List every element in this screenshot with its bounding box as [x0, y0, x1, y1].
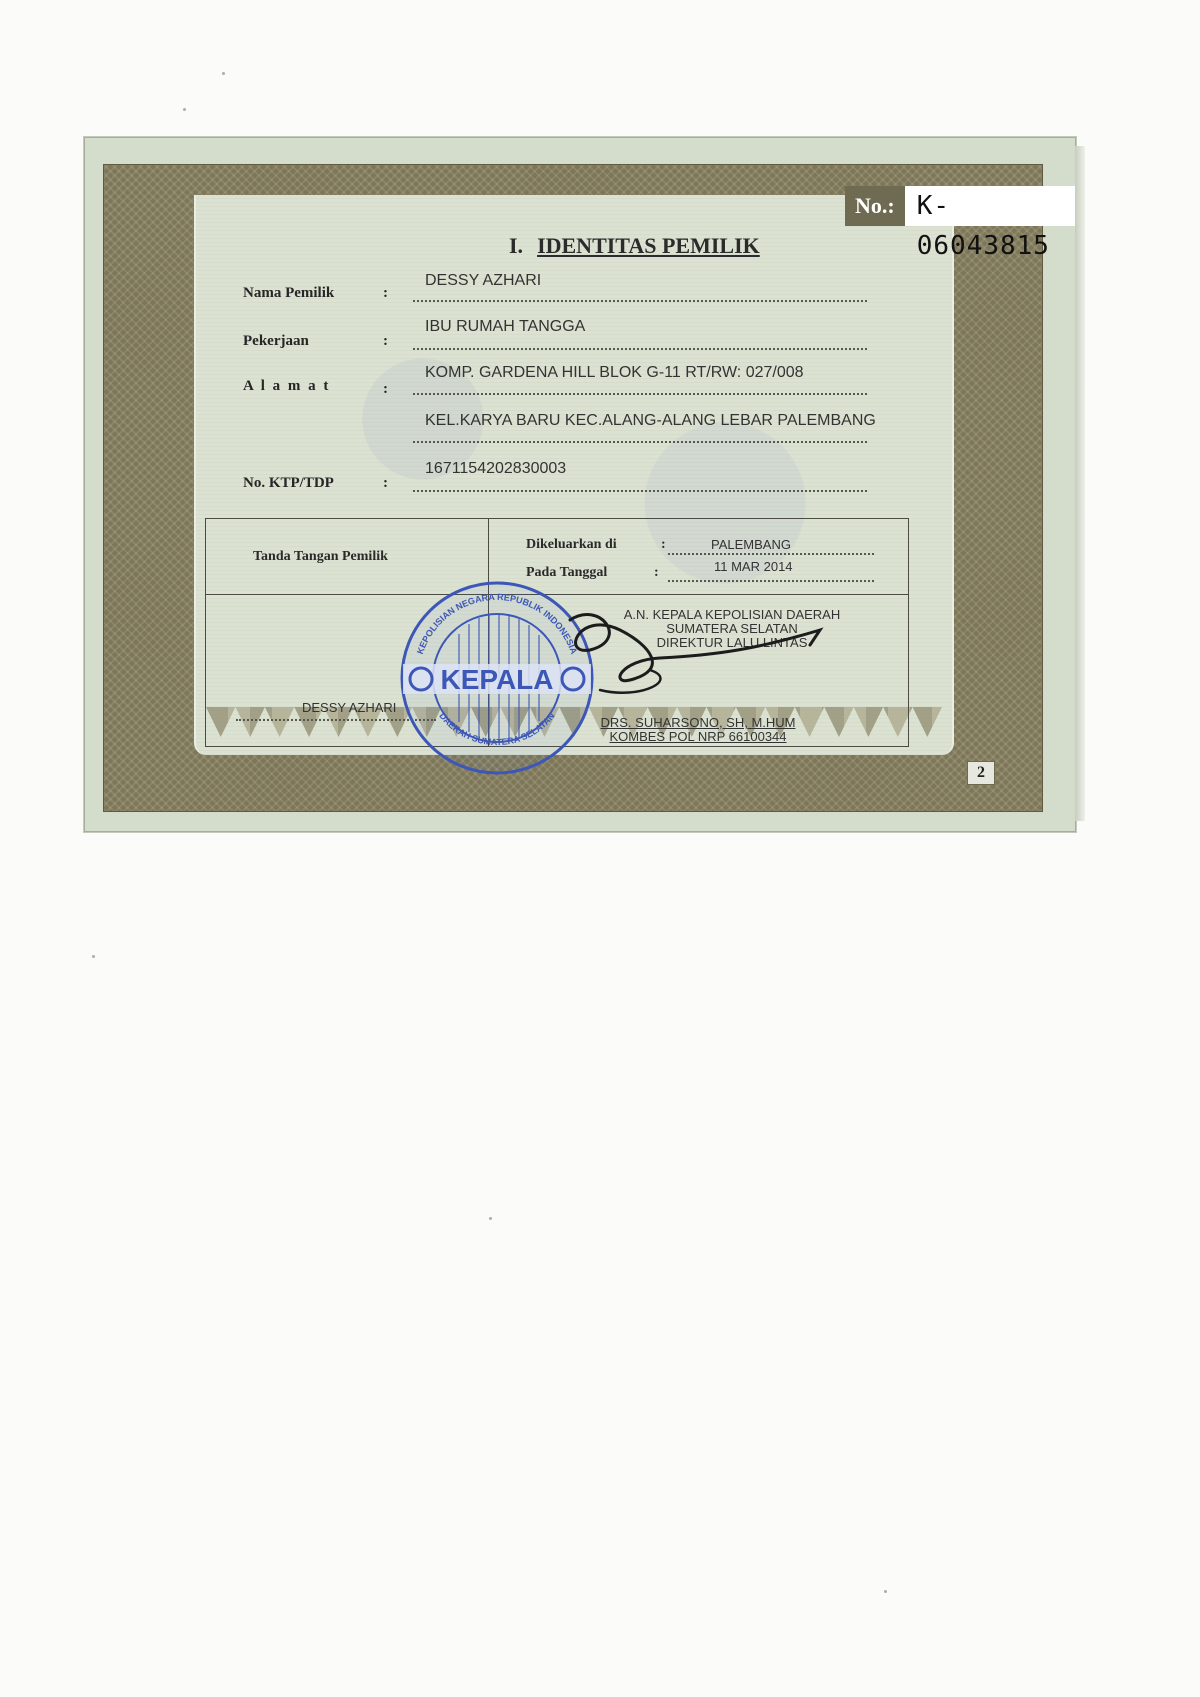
date-value: 11 MAR 2014	[714, 559, 793, 574]
owner-name: DESSY AZHARI	[302, 700, 397, 715]
colon: :	[383, 381, 388, 397]
dotted-line	[668, 580, 874, 582]
owner-signature-label: Tanda Tangan Pemilik	[253, 549, 388, 564]
colon: :	[383, 333, 388, 349]
dotted-line	[413, 348, 867, 350]
document-number-box	[845, 186, 1075, 261]
authority-line-2: SUMATERA SELATAN	[666, 621, 798, 636]
colon: :	[383, 285, 388, 301]
document-number-label: No.:	[845, 186, 905, 226]
date-label: Pada Tanggal	[526, 565, 608, 580]
scan-speck	[884, 1590, 887, 1593]
dotted-line	[413, 300, 867, 302]
alamat-label: A l a m a t	[243, 378, 331, 394]
nama-pemilik-value: DESSY AZHARI	[425, 272, 542, 289]
nama-pemilik-label: Nama Pemilik	[243, 285, 335, 301]
alamat-line-2: KEL.KARYA BARU KEC.ALANG-ALANG LEBAR PALEMBANG	[425, 412, 876, 429]
colon: :	[661, 537, 666, 552]
pekerjaan-value: IBU RUMAH TANGGA	[425, 318, 586, 335]
official-name: DRS. SUHARSONO, SH, M.HUM	[600, 715, 796, 730]
page-number: 2	[967, 761, 995, 785]
section-number: I.	[509, 233, 524, 258]
stamp-ring-bottom: DAERAH SUMATERA SELATAN	[437, 710, 557, 748]
dotted-line	[668, 553, 874, 555]
official-handwritten-signature	[560, 600, 860, 710]
authority-line-1: A.N. KEPALA KEPOLISIAN DAERAH	[623, 607, 841, 622]
colon: :	[654, 565, 659, 580]
ktp-label: No. KTP/TDP	[243, 475, 334, 491]
dotted-line	[413, 441, 867, 443]
scan-speck	[183, 108, 186, 111]
document-number-value: K- 06043815	[905, 186, 1075, 226]
scan-speck	[92, 955, 95, 958]
scan-speck	[222, 72, 225, 75]
colon: :	[383, 475, 388, 491]
ktp-value: 1671154202830003	[425, 460, 567, 477]
page-edge-shadow	[1075, 146, 1085, 821]
scan-speck	[489, 1217, 492, 1220]
dotted-line	[413, 393, 867, 395]
stamp-ring-top: KEPOLISIAN NEGARA REPUBLIK INDONESIA	[414, 591, 580, 656]
dotted-line	[413, 490, 867, 492]
official-rank: KOMBES POL NRP 66100344	[609, 729, 787, 744]
alamat-line-1: KOMP. GARDENA HILL BLOK G-11 RT/RW: 027/008	[425, 364, 804, 381]
stamp-center-text: KEPALA	[440, 664, 554, 695]
authority-line-3: DIREKTUR LALU LINTAS	[656, 635, 808, 650]
issued-at-label: Dikeluarkan di	[526, 537, 617, 552]
section-title	[509, 233, 760, 259]
pekerjaan-label: Pekerjaan	[243, 333, 309, 349]
section-title-text: IDENTITAS PEMILIK	[537, 233, 760, 258]
issued-at-value: PALEMBANG	[711, 537, 791, 552]
